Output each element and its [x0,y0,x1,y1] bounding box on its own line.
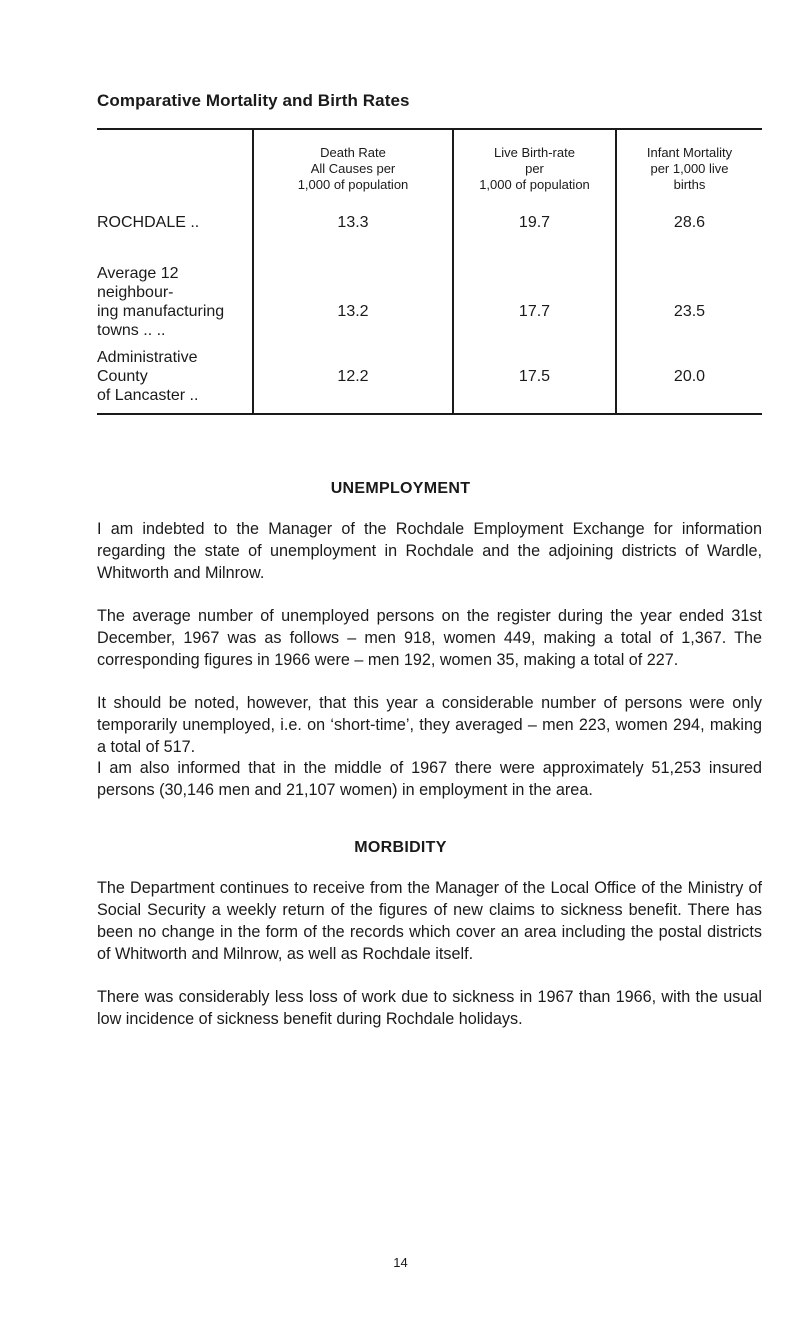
morbidity-heading: MORBIDITY [354,839,447,856]
cell-value: 17.5 [518,368,551,385]
header-death-rate: Death Rate All Causes per 1,000 of population [297,145,409,192]
cell-value: 13.3 [337,214,369,231]
cell-value: 23.5 [673,303,706,320]
header-live-birth-rate: Live Birth-rate per 1,000 of population [479,145,590,192]
paragraph: The average number of unemployed persons on the register during the year ended 31st December, 1967 was as follows – men 918, women 449, making a total of 1,367. The corresponding figures in 1966 were – men 192, women 35, making a total of 227. [97,607,762,669]
paragraph: There was considerably less loss of work due to sickness in 1967 than 1966, with the usual low incidence of sickness benefit during Rochdale holidays. [97,988,762,1028]
table-title: Comparative Mortality and Birth Rates [97,91,410,110]
header-infant-mortality: Infant Mortality per 1,000 live births [646,145,733,192]
paragraph: It should be noted, however, that this year a considerable number of persons were only temporarily unemployed, i.e. on ‘short-time’, they averaged – men 223, women 294, making a total of 517. [97,694,762,756]
cell-value: 20.0 [673,368,706,385]
page-number: 14 [393,1255,408,1270]
mortality-birth-rates-table [97,128,762,415]
paragraph: I am indebted to the Manager of the Rochdale Employment Exchange for information regarding the state of unemployment in Rochdale and the adjoining districts of Wardle, Whitworth and Milnrow. [97,520,762,582]
row-label-lancaster: Administrative County of Lancaster .. [97,349,199,404]
cell-value: 12.2 [337,368,369,385]
cell-value: 17.7 [518,303,551,320]
cell-value: 19.7 [518,214,551,231]
row-label-neighbouring-towns: Average 12 neighbour- ing manufacturing towns .. .. [97,265,225,339]
paragraph: I am also informed that in the middle of 1967 there were approximately 51,253 insured persons (30,146 men and 21,107 women) in employment in the area. [97,759,762,799]
unemployment-heading: UNEMPLOYMENT [330,480,471,497]
paragraph: The Department continues to receive from the Manager of the Local Office of the Ministry of Social Security a weekly return of the figures of new claims to sickness benefit. There has been no change in the form of the records which cover an area including the postal districts of Whitworth and Milnrow, as well as Rochdale itself. [97,879,762,963]
cell-value: 13.2 [337,303,369,320]
row-label-rochdale: ROCHDALE .. [97,214,200,231]
cell-value: 28.6 [673,214,706,231]
